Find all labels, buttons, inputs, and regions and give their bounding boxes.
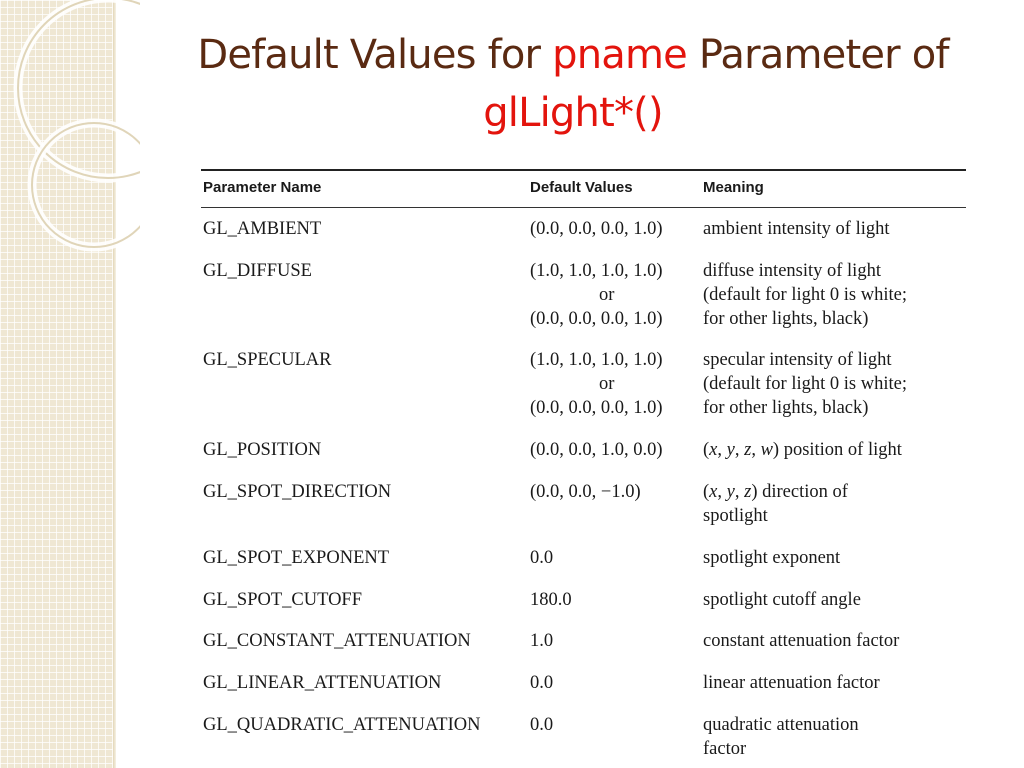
title-highlight-pname: pname (552, 32, 687, 78)
param-name: GL_SPOT_DIRECTION (203, 482, 392, 502)
param-name: GL_SPOT_EXPONENT (203, 548, 390, 568)
header-parameter-name: Parameter Name (203, 179, 322, 196)
param-name: GL_POSITION (203, 440, 322, 460)
meaning: linear attenuation factor (703, 673, 880, 693)
param-name: GL_AMBIENT (203, 219, 322, 239)
default-value: 0.0 (530, 673, 554, 693)
default-value: 0.0 (530, 715, 554, 735)
param-name: GL_LINEAR_ATTENUATION (203, 673, 442, 693)
header-default-values: Default Values (530, 179, 633, 196)
title-text-2: Parameter of (698, 32, 949, 78)
default-value: (0.0, 0.0, 1.0, 0.0) (530, 440, 663, 460)
param-name: GL_SPECULAR (203, 350, 332, 370)
decorative-circle-large (18, 0, 140, 178)
meaning: quadratic attenuation factor (703, 715, 859, 759)
param-name: GL_QUADRATIC_ATTENUATION (203, 715, 481, 735)
decorative-circle-small (32, 123, 140, 247)
table-header-rule (201, 207, 966, 208)
meaning: constant attenuation factor (703, 631, 900, 651)
meaning: (x, y, z) direction of spotlight (703, 482, 848, 526)
meaning: ambient intensity of light (703, 219, 890, 239)
slide-title (128, 26, 1018, 142)
param-name: GL_CONSTANT_ATTENUATION (203, 631, 471, 651)
meaning: spotlight cutoff angle (703, 590, 861, 610)
default-value: 1.0 (530, 631, 554, 651)
header-meaning: Meaning (703, 179, 764, 196)
title-text-1: Default Values for (197, 32, 541, 78)
default-value: (0.0, 0.0, 0.0, 1.0) (530, 219, 663, 239)
default-value: 0.0 (530, 548, 554, 568)
param-name: GL_DIFFUSE (203, 261, 312, 281)
default-value: 180.0 (530, 590, 572, 610)
table-top-rule (201, 169, 966, 171)
param-name: GL_SPOT_CUTOFF (203, 590, 363, 610)
meaning: specular intensity of light (default for light 0 is white; for other lights, black) (703, 350, 907, 418)
meaning: (x, y, z, w) position of light (703, 440, 902, 460)
meaning: spotlight exponent (703, 548, 841, 568)
meaning: diffuse intensity of light (default for light 0 is white; for other lights, black) (703, 261, 907, 329)
title-highlight-gllight: glLight*() (483, 90, 663, 136)
default-value: (1.0, 1.0, 1.0, 1.0) or (0.0, 0.0, 0.0, 1.0) (530, 261, 663, 329)
decorative-circles (0, 0, 140, 320)
default-value: (1.0, 1.0, 1.0, 1.0) or (0.0, 0.0, 0.0, 1.0) (530, 350, 663, 418)
default-value: (0.0, 0.0, −1.0) (530, 482, 641, 502)
